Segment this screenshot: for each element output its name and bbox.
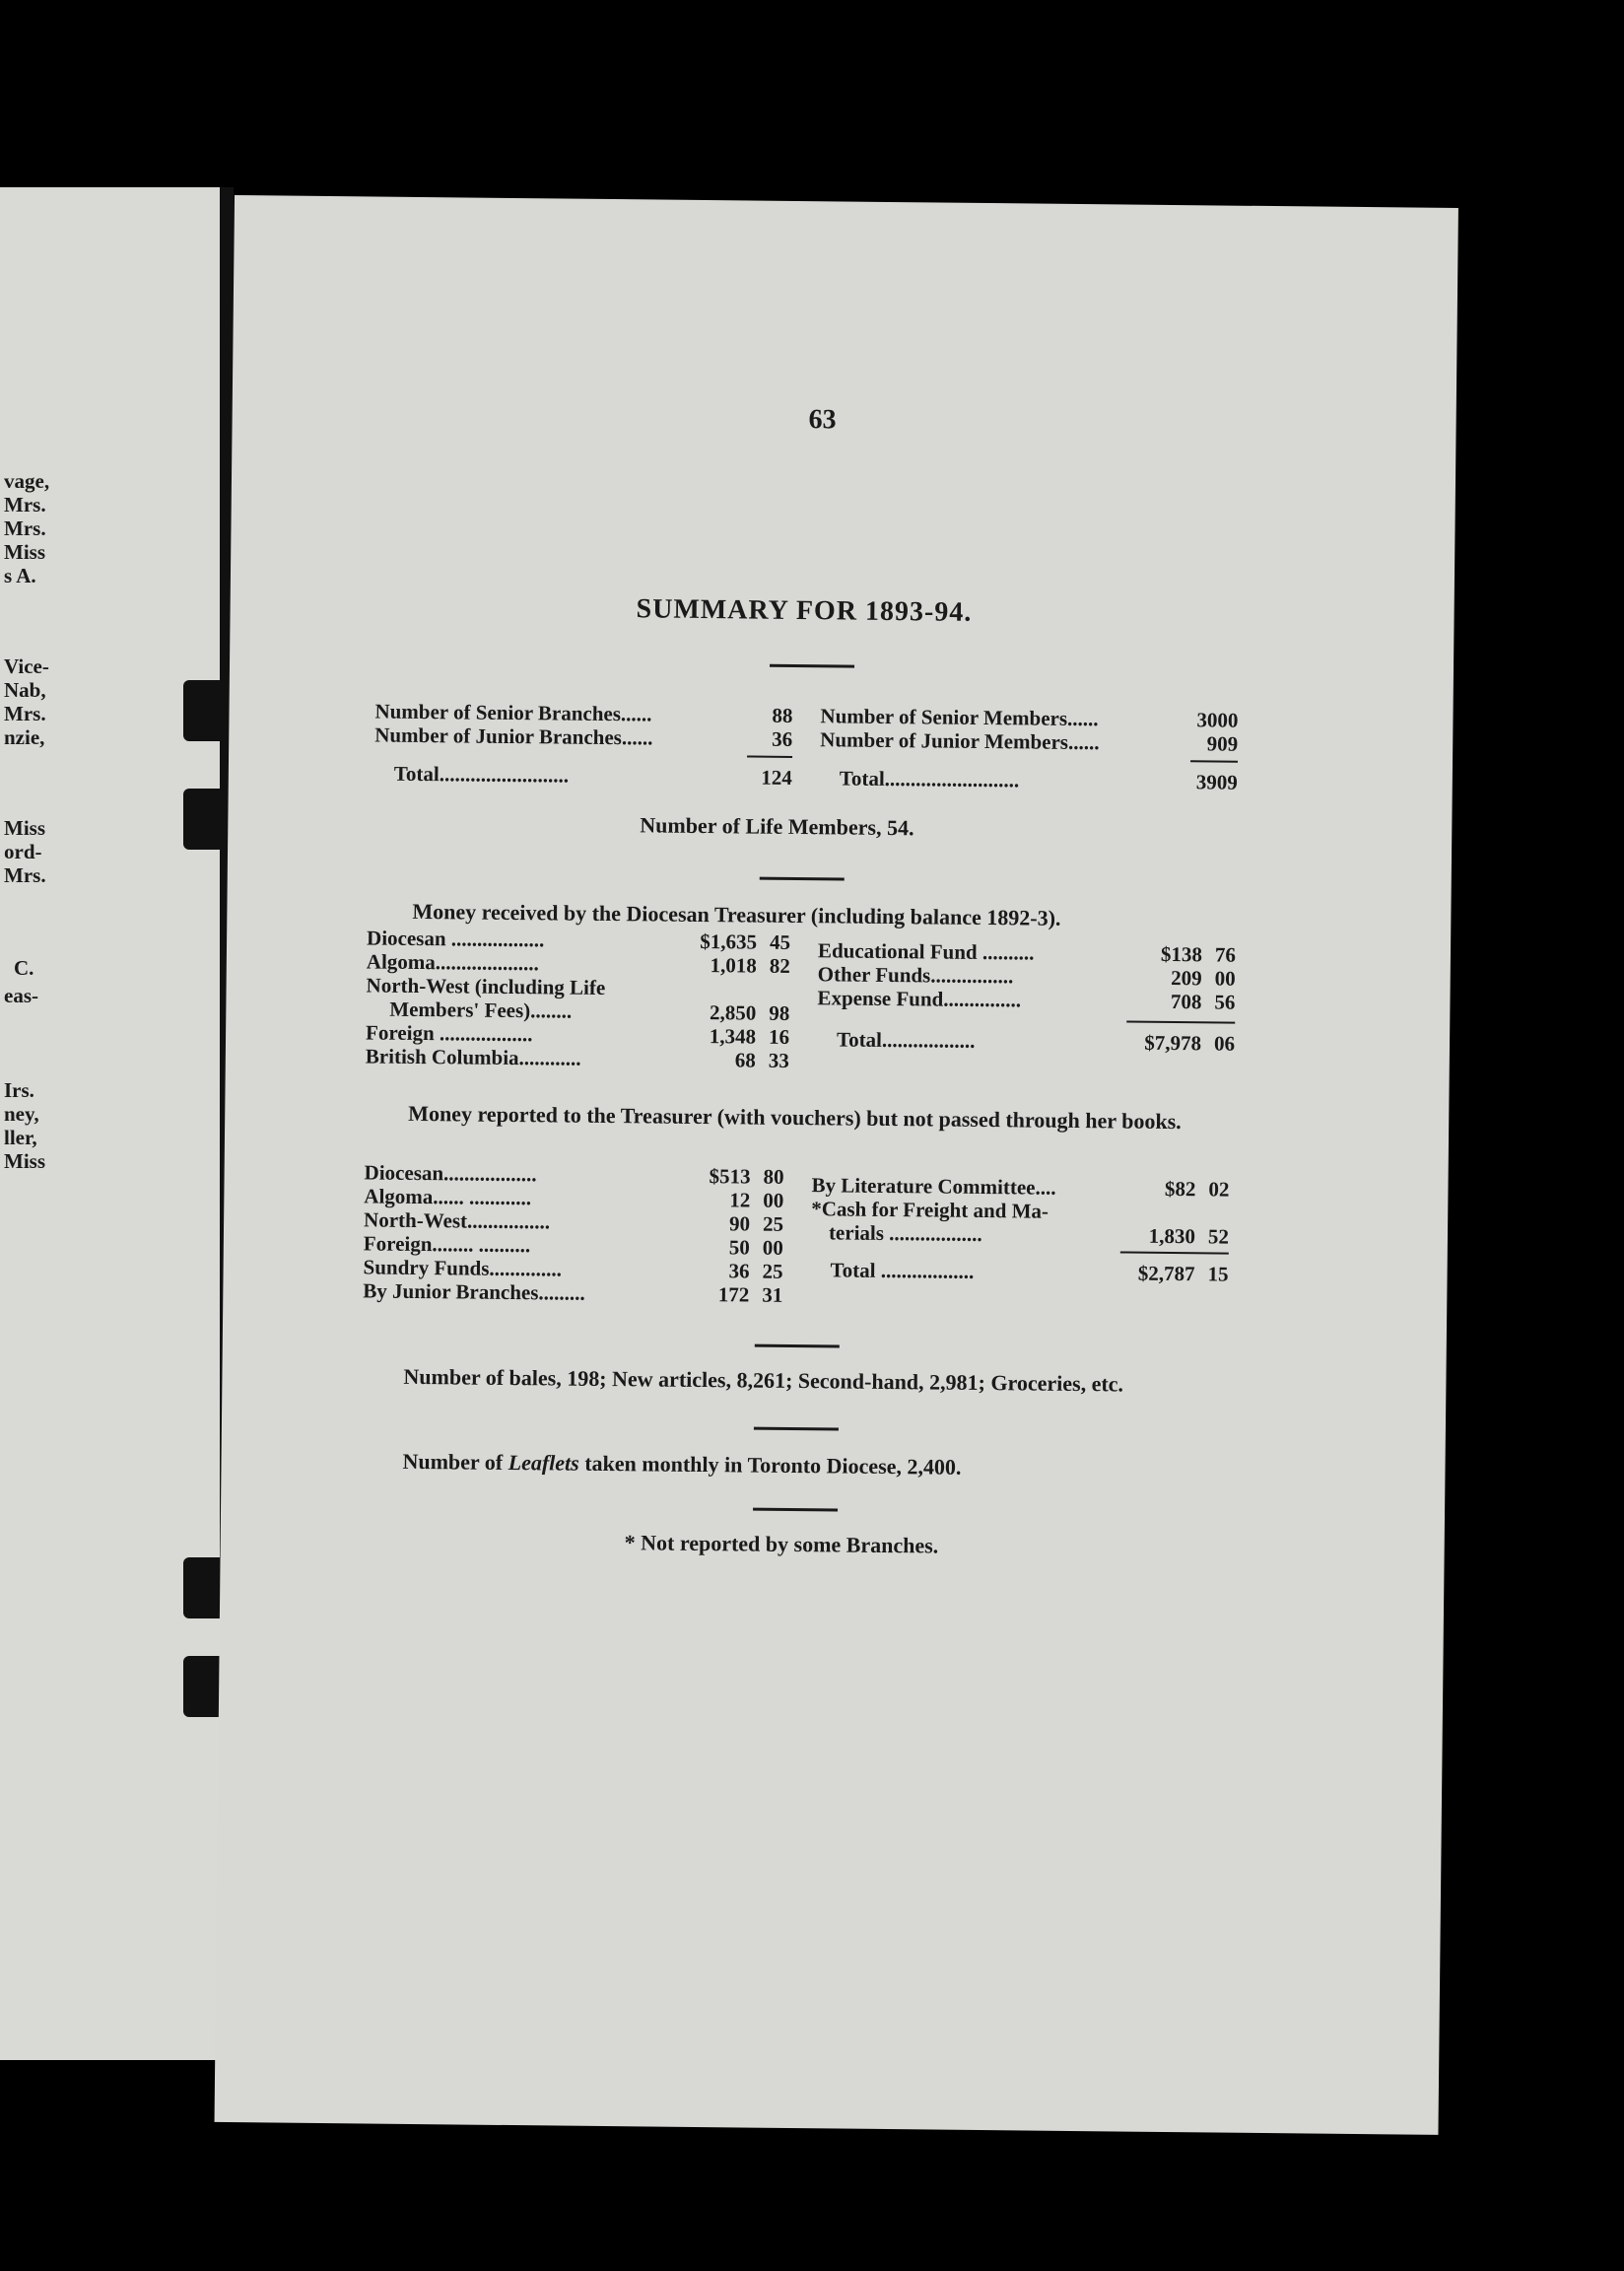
- section-divider: [770, 664, 854, 668]
- fragment-line: Mrs.: [4, 702, 46, 725]
- ledger-cents: 00: [762, 1235, 783, 1260]
- branches-total-row: [394, 762, 792, 790]
- branches-block: [374, 700, 792, 751]
- money-reported-right: [811, 1173, 1230, 1248]
- members-total-row: [840, 766, 1238, 793]
- ledger-dollars: 172: [717, 1282, 750, 1307]
- fragment-line: Nab,: [4, 678, 46, 702]
- subtotal-rule: [1120, 1251, 1229, 1254]
- ledger-cents: 45: [769, 929, 791, 954]
- fragment-line: Mrs.: [4, 863, 46, 887]
- senior-members-value: 3000: [1196, 708, 1239, 732]
- fragment-line: Mrs.: [4, 516, 46, 540]
- ledger-cents: 25: [762, 1259, 783, 1283]
- ledger-cents: 25: [762, 1211, 784, 1236]
- subtotal-rule: [1190, 760, 1238, 763]
- document-page: [215, 195, 1458, 2135]
- ledger-label: Educational Fund ..........: [817, 938, 1035, 965]
- ledger-row: [811, 1220, 1229, 1248]
- fragment-line: Miss: [4, 1149, 45, 1173]
- section-divider: [755, 1344, 840, 1348]
- total-dollars: $7,978: [1144, 1030, 1202, 1056]
- branches-total: [394, 762, 792, 790]
- ledger-label: Algoma...... ............: [364, 1184, 532, 1210]
- junior-members-label: Number of Junior Members......: [820, 727, 1100, 755]
- ledger-cents: 00: [1214, 966, 1236, 991]
- members-total-label: Total..........................: [839, 766, 1020, 792]
- ledger-row: [363, 1278, 782, 1306]
- fragment-line: Irs.: [4, 1078, 34, 1102]
- leaflets-italic: Leaflets: [508, 1449, 579, 1476]
- ledger-dollars: 90: [728, 1211, 751, 1236]
- ledger-dollars: $138: [1160, 941, 1203, 967]
- junior-branches-row: [374, 723, 792, 751]
- fragment-line: Miss: [4, 540, 45, 564]
- money-received-total: [837, 1027, 1235, 1055]
- ledger-cents: 33: [768, 1048, 789, 1072]
- junior-branches-value: 36: [772, 726, 793, 751]
- money-received-total-row: [837, 1027, 1235, 1055]
- ledger-label: North-West................: [363, 1207, 551, 1234]
- ledger-dollars: 50: [728, 1235, 750, 1260]
- ledger-label: Diocesan..................: [364, 1160, 537, 1187]
- ledger-cents: 82: [769, 953, 790, 978]
- fragment-line: s A.: [4, 564, 36, 587]
- ledger-label: Foreign ..................: [365, 1020, 533, 1047]
- ledger-dollars: 68: [734, 1048, 756, 1072]
- money-received-right: [817, 938, 1236, 1013]
- money-received-heading: Money received by the Diocesan Treasurer (including balance 1892-3).: [412, 898, 1061, 930]
- members-total-value: 3909: [1195, 770, 1238, 794]
- money-reported-left: [363, 1160, 783, 1306]
- section-divider: [754, 1427, 839, 1431]
- fragment-line: ney,: [4, 1102, 39, 1126]
- life-members-line: Number of Life Members, 54.: [640, 812, 914, 841]
- ledger-dollars: 708: [1170, 989, 1202, 1014]
- ledger-cents: 80: [763, 1164, 784, 1189]
- ledger-label: By Junior Branches.........: [363, 1278, 585, 1305]
- senior-branches-value: 88: [772, 703, 793, 727]
- junior-branches-label: Number of Junior Branches......: [374, 723, 653, 750]
- ledger-label: Foreign........ ..........: [363, 1231, 531, 1258]
- ledger-dollars: 36: [728, 1259, 750, 1283]
- ledger-label: terials ..................: [828, 1220, 982, 1247]
- ledger-dollars: 1,830: [1148, 1223, 1196, 1249]
- members-block: [820, 704, 1238, 755]
- ledger-dollars: $513: [709, 1164, 751, 1189]
- ledger-label: Members' Fees)........: [389, 997, 573, 1023]
- bales-line: Number of bales, 198; New articles, 8,261; Second-hand, 2,981; Groceries, etc.: [403, 1363, 1124, 1397]
- branches-total-label: Total.........................: [393, 761, 570, 788]
- ledger-label: Diocesan ..................: [366, 926, 545, 952]
- fragment-line: C.: [14, 956, 34, 980]
- senior-branches-label: Number of Senior Branches......: [374, 699, 652, 726]
- ledger-cents: 31: [762, 1282, 783, 1307]
- ledger-dollars: 1,348: [709, 1024, 757, 1049]
- total-cents: 15: [1207, 1262, 1229, 1286]
- fragment-line: Vice-: [4, 654, 49, 678]
- leaflets-prefix: Number of: [402, 1448, 508, 1475]
- total-dollars: $2,787: [1137, 1261, 1195, 1286]
- page-title: SUMMARY FOR 1893-94.: [636, 593, 973, 628]
- fragment-line: eas-: [4, 984, 38, 1007]
- senior-members-label: Number of Senior Members......: [820, 704, 1099, 731]
- ledger-label: Other Funds................: [817, 962, 1014, 989]
- fragment-line: Mrs.: [4, 493, 46, 516]
- total-label: Total..................: [836, 1027, 976, 1053]
- total-label: Total ..................: [830, 1258, 975, 1283]
- subtotal-rule: [1126, 1021, 1235, 1024]
- money-received-left: [366, 926, 790, 1071]
- ledger-cents: 16: [768, 1024, 790, 1049]
- fragment-line: ller,: [4, 1126, 37, 1149]
- footnote: * Not reported by some Branches.: [624, 1530, 939, 1558]
- junior-members-value: 909: [1206, 731, 1239, 756]
- fragment-line: nzie,: [4, 725, 45, 749]
- junior-members-row: [820, 727, 1238, 755]
- ledger-row: [817, 986, 1235, 1013]
- ledger-cents: 98: [769, 1000, 790, 1025]
- total-cents: 06: [1213, 1031, 1236, 1056]
- ledger-dollars: 12: [729, 1188, 751, 1212]
- money-reported-total: [830, 1258, 1228, 1285]
- ledger-cents: 02: [1208, 1177, 1230, 1202]
- page-number: 63: [808, 404, 837, 436]
- ledger-label: Sundry Funds..............: [363, 1255, 563, 1281]
- ledger-cents: 76: [1214, 942, 1237, 967]
- ledger-label: Algoma....................: [366, 949, 539, 976]
- leaflets-suffix: taken monthly in Toronto Diocese, 2,400.: [578, 1450, 962, 1480]
- section-divider: [760, 877, 845, 881]
- ledger-cents: 00: [763, 1188, 784, 1212]
- members-total: [840, 766, 1238, 793]
- ledger-cents: 56: [1214, 990, 1236, 1014]
- ledger-label: By Literature Committee....: [811, 1173, 1056, 1200]
- section-divider: [753, 1508, 838, 1512]
- ledger-dollars: 209: [1171, 965, 1202, 991]
- ledger-label: North-West (including Life: [366, 973, 606, 999]
- fragment-line: Miss: [4, 816, 45, 840]
- ledger-dollars: $1,635: [700, 929, 758, 954]
- subtotal-rule: [747, 755, 792, 757]
- ledger-label: Expense Fund...............: [817, 986, 1022, 1012]
- fragment-line: vage,: [4, 469, 50, 493]
- ledger-label: British Columbia............: [365, 1044, 581, 1070]
- money-reported-total-row: [830, 1258, 1228, 1285]
- ledger-dollars: 1,018: [710, 953, 757, 978]
- ledger-label: *Cash for Freight and Ma-: [811, 1197, 1049, 1223]
- money-reported-heading: Money reported to the Treasurer (with vouchers) but not passed through her books.: [408, 1100, 1182, 1135]
- ledger-dollars: $82: [1164, 1176, 1196, 1202]
- leaflets-line: [402, 1449, 961, 1480]
- ledger-row: [366, 1044, 789, 1072]
- fragment-line: ord-: [4, 840, 42, 863]
- ledger-cents: 52: [1207, 1224, 1230, 1249]
- branches-total-value: 124: [761, 765, 792, 790]
- ledger-dollars: 2,850: [709, 1000, 757, 1025]
